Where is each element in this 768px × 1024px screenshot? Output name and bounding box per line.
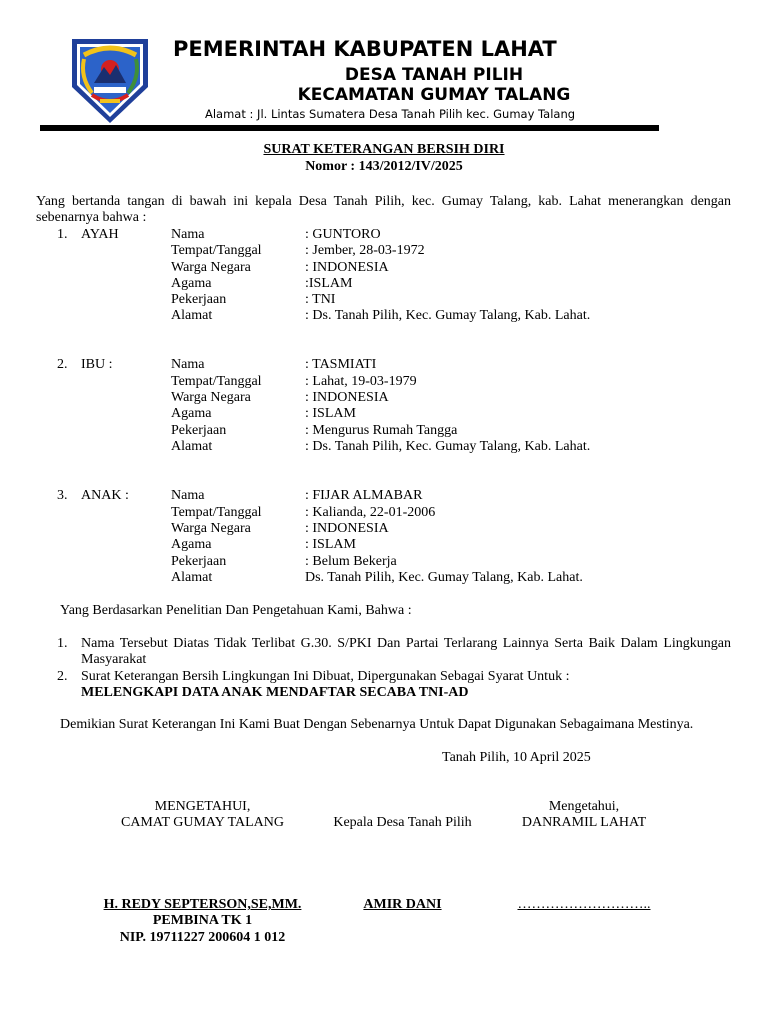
purpose-statement: MELENGKAPI DATA ANAK MENDAFTAR SECABA TNI-AD	[81, 685, 469, 700]
field-label: Nama	[171, 227, 205, 242]
field-value: : Ds. Tanah Pilih, Kec. Gumay Talang, Kab. Lahat.	[305, 308, 591, 323]
field-value: : ISLAM	[305, 406, 356, 421]
field-value: :ISLAM	[305, 276, 353, 291]
field-value: : INDONESIA	[305, 521, 389, 536]
field-label: Pekerjaan	[171, 292, 227, 307]
point-text: Nama Tersebut Diatas Tidak Terlibat G.30. S/PKI Dan Partai Terlarang Lainnya Serta Baik Dalam Lingkungan Masyarakat	[81, 636, 731, 667]
field-label: Warga Negara	[171, 390, 251, 405]
field-label: Tempat/Tanggal	[171, 243, 262, 258]
sig-left-nip: NIP. 19711227 200604 1 012	[119, 930, 286, 945]
letter-number: Nomor : 143/2012/IV/2025	[305, 159, 463, 174]
field-value: : GUNTORO	[305, 227, 381, 242]
field-value: : TNI	[305, 292, 336, 307]
field-label: Alamat	[171, 308, 213, 323]
sig-left-rank: PEMBINA TK 1	[152, 913, 253, 928]
sig-right-heading: Mengetahui,	[548, 799, 620, 814]
field-value: : Ds. Tanah Pilih, Kec. Gumay Talang, Kab. Lahat.	[305, 439, 591, 454]
sig-left-heading: MENGETAHUI,	[154, 799, 251, 814]
field-label: Tempat/Tanggal	[171, 505, 262, 520]
field-value: : Jember, 28-03-1972	[305, 243, 425, 258]
field-value: : INDONESIA	[305, 390, 389, 405]
letterhead-divider	[40, 125, 659, 131]
closing-statement: Demikian Surat Keterangan Ini Kami Buat Dengan Sebenarnya Untuk Dapat Digunakan Sebagaimana Mestinya.	[60, 717, 694, 732]
field-value: : INDONESIA	[305, 260, 389, 275]
field-value: : Kalianda, 22-01-2006	[305, 505, 436, 520]
sig-left-title: CAMAT GUMAY TALANG	[120, 815, 284, 830]
person-number: 1.	[57, 227, 68, 242]
intro-paragraph: Yang bertanda tangan di bawah ini kepala Desa Tanah Pilih, kec. Gumay Talang, kab. Lahat menerangkan dengan sebenarnya bahwa :	[36, 194, 731, 225]
field-value: : TASMIATI	[305, 357, 377, 372]
letterhead-address: Alamat : Jl. Lintas Sumatera Desa Tanah Pilih kec. Gumay Talang	[205, 107, 576, 121]
sig-left-name: H. REDY SEPTERSON,SE,MM.	[103, 897, 302, 912]
field-value: : Belum Bekerja	[305, 554, 397, 569]
point-number: 1.	[57, 636, 68, 651]
field-label: Nama	[171, 357, 205, 372]
field-value: : FIJAR ALMABAR	[305, 488, 423, 503]
letterhead-village: DESA TANAH PILIH	[344, 65, 524, 85]
field-label: Agama	[171, 537, 212, 552]
sig-center-title: Kepala Desa Tanah Pilih	[333, 815, 472, 830]
person-role: ANAK :	[81, 488, 129, 503]
field-label: Warga Negara	[171, 260, 251, 275]
sig-right-title: DANRAMIL LAHAT	[521, 815, 647, 830]
point-text: Surat Keterangan Bersih Lingkungan Ini Dibuat, Dipergunakan Sebagai Syarat Untuk :	[81, 669, 570, 684]
field-label: Pekerjaan	[171, 423, 227, 438]
person-number: 3.	[57, 488, 68, 503]
point-number: 2.	[57, 669, 68, 684]
person-role: AYAH	[81, 227, 119, 242]
basis-statement: Yang Berdasarkan Penelitian Dan Pengetahuan Kami, Bahwa :	[60, 603, 412, 618]
field-value: Ds. Tanah Pilih, Kec. Gumay Talang, Kab. Lahat.	[305, 570, 583, 585]
field-value: : Lahat, 19-03-1979	[305, 374, 417, 389]
sig-right-name: ………………………..	[517, 897, 651, 912]
field-label: Warga Negara	[171, 521, 251, 536]
letterhead-district: KECAMATAN GUMAY TALANG	[297, 85, 571, 105]
field-label: Alamat	[171, 439, 213, 454]
field-label: Agama	[171, 406, 212, 421]
person-role: IBU :	[81, 357, 113, 372]
field-label: Nama	[171, 488, 205, 503]
letterhead-government: PEMERINTAH KABUPATEN LAHAT	[173, 37, 557, 61]
field-label: Tempat/Tanggal	[171, 374, 262, 389]
field-value: : ISLAM	[305, 537, 356, 552]
person-number: 2.	[57, 357, 68, 372]
field-value: : Mengurus Rumah Tangga	[305, 423, 458, 438]
field-label: Alamat	[171, 570, 213, 585]
letter-title: SURAT KETERANGAN BERSIH DIRI	[263, 142, 505, 157]
place-date: Tanah Pilih, 10 April 2025	[442, 750, 591, 765]
field-label: Pekerjaan	[171, 554, 227, 569]
field-label: Agama	[171, 276, 212, 291]
sig-center-name: AMIR DANI	[363, 897, 442, 912]
